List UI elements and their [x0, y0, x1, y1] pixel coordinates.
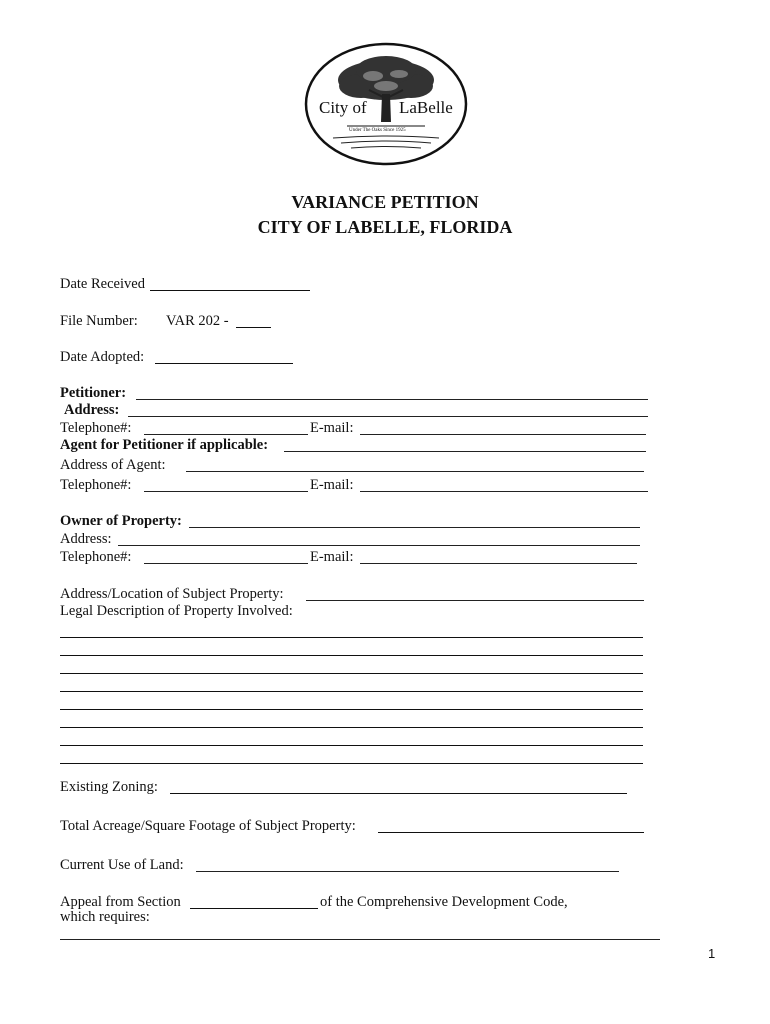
legal-description-line[interactable]: [60, 655, 643, 656]
legal-description-line[interactable]: [60, 727, 643, 728]
owner-address-field[interactable]: [118, 545, 640, 546]
appeal-section-field[interactable]: [190, 908, 318, 909]
petitioner-telephone-label: Telephone#:: [60, 420, 132, 436]
date-adopted-field[interactable]: [155, 363, 293, 364]
petitioner-field[interactable]: [136, 399, 648, 400]
acreage-field[interactable]: [378, 832, 644, 833]
file-number-value: VAR 202 -: [166, 313, 229, 329]
legal-description-line[interactable]: [60, 691, 643, 692]
owner-telephone-label: Telephone#:: [60, 549, 132, 565]
owner-address-label: Address:: [60, 531, 112, 547]
agent-heading: Agent for Petitioner if applicable:: [60, 437, 269, 453]
subject-location-field[interactable]: [306, 600, 644, 601]
legal-description-line[interactable]: [60, 763, 643, 764]
requires-label: which requires:: [60, 909, 150, 925]
file-number-field[interactable]: [236, 327, 271, 328]
petitioner-email-label: E-mail:: [310, 420, 354, 436]
current-use-field[interactable]: [196, 871, 619, 872]
current-use-label: Current Use of Land:: [60, 857, 184, 873]
date-received-label: Date Received: [60, 276, 145, 292]
document-title: VARIANCE PETITION: [291, 192, 479, 212]
acreage-label: Total Acreage/Square Footage of Subject Property:: [60, 818, 356, 834]
owner-telephone-field[interactable]: [144, 563, 308, 564]
owner-email-field[interactable]: [360, 563, 637, 564]
owner-field[interactable]: [189, 527, 640, 528]
agent-telephone-label: Telephone#:: [60, 477, 132, 493]
appeal-suffix: of the Comprehensive Development Code,: [320, 894, 568, 910]
agent-email-field[interactable]: [360, 491, 648, 492]
owner-email-label: E-mail:: [310, 549, 354, 565]
legal-description-line[interactable]: [60, 673, 643, 674]
seal-name-right: LaBelle: [399, 98, 453, 117]
legal-description-label: Legal Description of Property Involved:: [60, 603, 293, 619]
agent-address-field[interactable]: [186, 471, 644, 472]
petitioner-label: Petitioner:: [60, 385, 127, 401]
seal-motto: Under The Oaks Since 1925: [349, 128, 406, 133]
petitioner-address-label: Address:: [64, 402, 120, 418]
legal-description-line[interactable]: [60, 637, 643, 638]
date-adopted-label: Date Adopted:: [60, 349, 145, 365]
requires-field[interactable]: [60, 939, 660, 940]
petitioner-email-field[interactable]: [360, 434, 646, 435]
petitioner-address-field[interactable]: [128, 416, 648, 417]
legal-description-line[interactable]: [60, 709, 643, 710]
existing-zoning-field[interactable]: [170, 793, 627, 794]
agent-telephone-field[interactable]: [144, 491, 308, 492]
subject-location-label: Address/Location of Subject Property:: [60, 586, 284, 602]
document-subtitle: CITY OF LABELLE, FLORIDA: [257, 217, 513, 237]
date-received-field[interactable]: [150, 290, 310, 291]
petitioner-telephone-field[interactable]: [144, 434, 308, 435]
legal-description-line[interactable]: [60, 745, 643, 746]
agent-email-label: E-mail:: [310, 477, 354, 493]
appeal-label: Appeal from Section: [60, 894, 181, 910]
seal-name-left: City of: [319, 98, 367, 117]
agent-address-label: Address of Agent:: [60, 457, 166, 473]
agent-field[interactable]: [284, 451, 646, 452]
page-number: 1: [708, 946, 716, 961]
existing-zoning-label: Existing Zoning:: [60, 779, 158, 795]
owner-heading: Owner of Property:: [60, 513, 182, 529]
file-number-label: File Number:: [60, 313, 138, 329]
city-seal: [303, 42, 469, 166]
